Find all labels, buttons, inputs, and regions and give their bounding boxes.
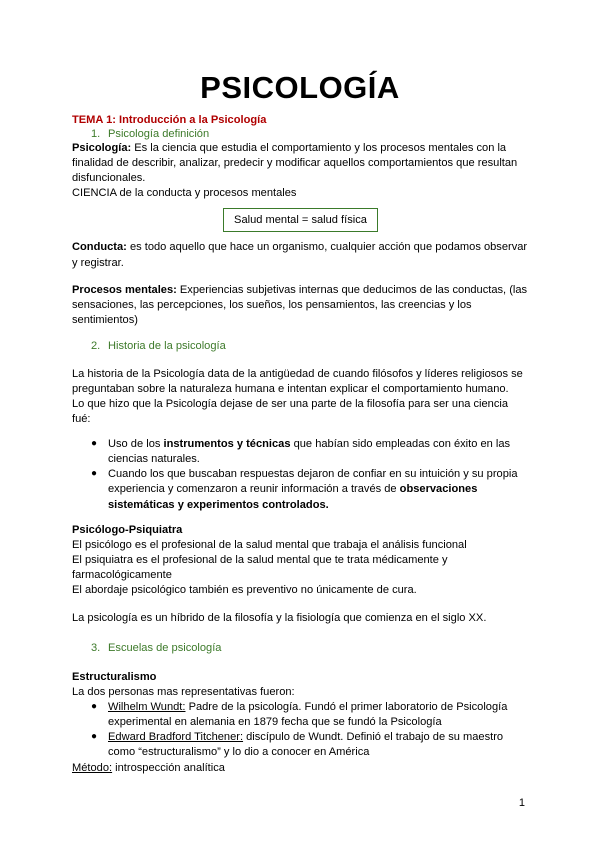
wundt-text: Padre de la psicología. Fundó el primer laboratorio de Psicología (185, 701, 508, 713)
estructuralismo-heading: Estructuralismo (72, 671, 157, 683)
conducta-line-1 (72, 240, 527, 255)
bullet-1-text-c: que habían sido empleadas con éxito en las (290, 438, 511, 450)
titchener-line-1 (108, 730, 503, 745)
bullet-1-line-2: ciencias naturales. (108, 453, 200, 465)
metodo-label: Método: (72, 762, 113, 774)
wundt-name: Wilhelm Wundt: (108, 701, 186, 713)
bullet-1-bold: instrumentos y técnicas (163, 438, 291, 450)
metodo-line (72, 761, 225, 776)
titchener-text: discípulo de Wundt. Definió el trabajo de su maestro (243, 731, 504, 743)
definition-line-1 (72, 141, 506, 156)
section-1-number: 1. (91, 128, 101, 140)
section-2-label: Historia de la psicología (108, 340, 226, 352)
bullet-2-line-3: sistemáticas y experimentos controlados. (108, 499, 329, 511)
psicologia-hibrido: La psicología es un híbrido de la filosofía y la fisiología que comienza en el siglo XX. (72, 612, 487, 624)
procesos-text: Experiencias subjetivas internas que deducimos de las conductas, (las (176, 284, 528, 296)
procesos-line-1 (72, 283, 527, 298)
metodo-text: introspección analítica (112, 762, 225, 774)
salud-mental-box: Salud mental = salud física (223, 208, 378, 232)
conducta-text: es todo aquello que hace un organismo, cualquier acción que podamos observar (126, 241, 528, 253)
tema-heading: TEMA 1: Introducción a la Psicología (72, 114, 267, 126)
definition-text: Es la ciencia que estudia el comportamiento y los procesos mentales con la (131, 142, 507, 154)
conducta-line-2: y registrar. (72, 257, 124, 269)
psicologo-line-3: farmacológicamente (72, 569, 172, 581)
bullet-icon: ● (91, 731, 98, 742)
wundt-line-1 (108, 700, 507, 715)
conducta-term: Conducta: (72, 241, 127, 253)
psicologo-line-1: El psicólogo es el profesional de la salud mental que trabaja el análisis funcional (72, 539, 467, 551)
procesos-term: Procesos mentales: (72, 284, 177, 296)
psicologo-line-4: El abordaje psicológico también es preventivo no únicamente de cura. (72, 584, 417, 596)
section-3-label: Escuelas de psicología (108, 642, 222, 654)
procesos-line-2: sensaciones, las percepciones, los sueños, los pensamientos, las creencias y los (72, 299, 472, 311)
bullet-1-line-1 (108, 437, 510, 452)
wundt-line-2: experimental en alemania en 1879 fecha que se fundó la Psicología (108, 716, 442, 728)
titchener-line-2: como “estructuralismo” y lo dio a conocer en América (108, 746, 370, 758)
section-3-number: 3. (91, 642, 101, 654)
estructuralismo-intro: La dos personas mas representativas fueron: (72, 686, 295, 698)
definition-line-3: disfuncionales. (72, 172, 146, 184)
section-2-number: 2. (91, 340, 101, 352)
definition-line-4: CIENCIA de la conducta y procesos mentales (72, 187, 297, 199)
bullet-icon: ● (91, 468, 98, 479)
historia-line-2: preguntaban sobre la naturaleza humana e intentan explicar el comportamiento humano. (72, 383, 509, 395)
definition-line-2: finalidad de describir, analizar, predecir y modificar aquellos comportamientos que resultan (72, 157, 518, 169)
bullet-2-text: experiencia y comenzaron a reunir información a través de (108, 483, 400, 495)
historia-line-4: fué: (72, 413, 91, 425)
bullet-2-line-2 (108, 482, 477, 497)
historia-line-1: La historia de la Psicología data de la antigüedad de cuando filósofos y líderes religiosos se (72, 368, 523, 380)
historia-line-3: Lo que hizo que la Psicología dejase de ser una parte de la filosofía para ser una ciencia (72, 398, 509, 410)
bullet-2-line-1: Cuando los que buscaban respuestas dejaron de confiar en su intuición y su propia (108, 468, 518, 480)
bullet-icon: ● (91, 701, 98, 712)
bullet-1-text-a: Uso de los (108, 438, 164, 450)
procesos-line-3: sentimientos) (72, 314, 138, 326)
section-1-label: Psicología definición (108, 128, 210, 140)
psicologo-heading: Psicólogo-Psiquiatra (72, 524, 183, 536)
psicologo-line-2: El psiquiatra es el profesional de la salud mental que te trata médicamente y (72, 554, 448, 566)
page-number: 1 (518, 797, 525, 809)
bullet-2-bold: observaciones (399, 483, 478, 495)
page-title: PSICOLOGÍA (200, 70, 400, 105)
definition-term: Psicología: (72, 142, 132, 154)
bullet-icon: ● (91, 438, 98, 449)
titchener-name: Edward Bradford Titchener: (108, 731, 244, 743)
